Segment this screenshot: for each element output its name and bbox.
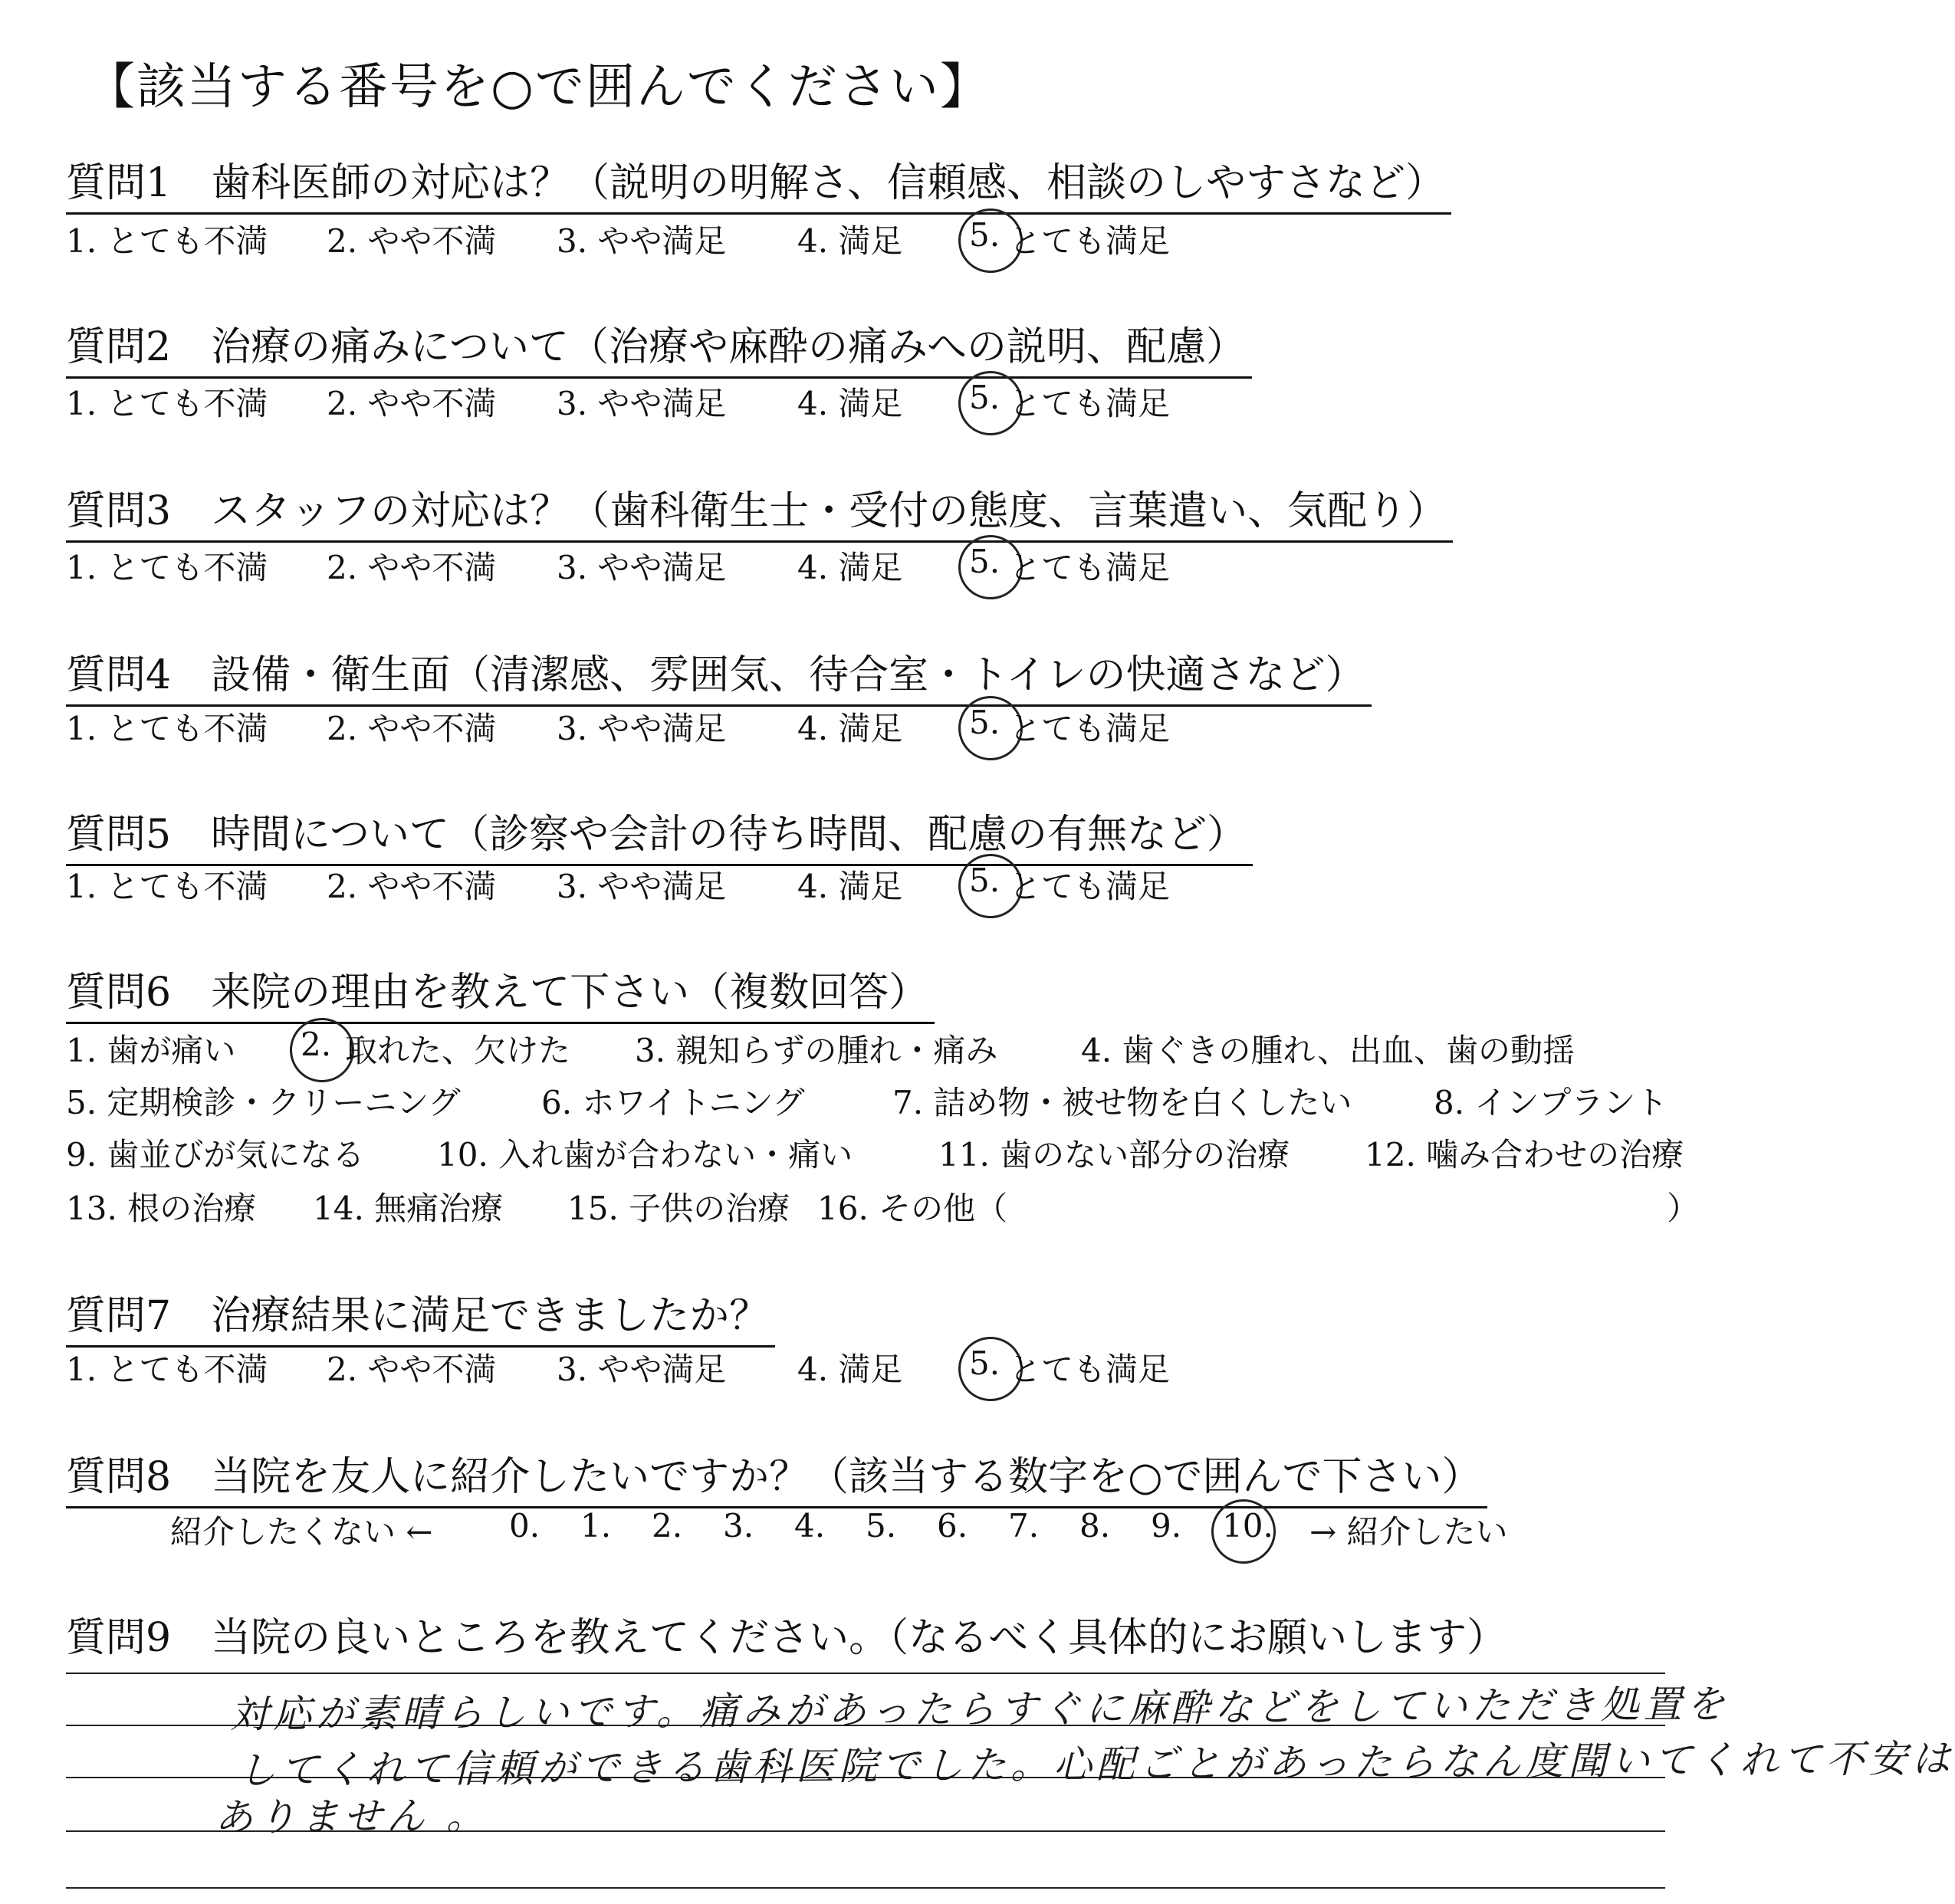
handwritten-answer-line-3: ありません 。 xyxy=(214,1793,490,1840)
handwritten-answer-line-1: 対応が素晴らしいです。痛みがあったらすぐに麻酔などをしていただき処置を xyxy=(229,1682,1730,1737)
reason-row4-item-4[interactable]: 16. その他（ xyxy=(817,1190,1008,1227)
question-4-option-6[interactable]: とても満足 xyxy=(1009,710,1171,747)
reason-row1-item-2[interactable]: 2. xyxy=(301,1026,332,1063)
question-3-option-2[interactable]: 2. やや不満 xyxy=(327,549,497,586)
question-4-option-2[interactable]: 2. やや不満 xyxy=(327,710,497,747)
question-1-option-5[interactable]: 5. xyxy=(969,216,1001,254)
question-2-option-4[interactable]: 4. 満足 xyxy=(797,385,903,422)
question-3-option-6[interactable]: とても満足 xyxy=(1009,549,1171,586)
question-4-option-5[interactable]: 5. xyxy=(969,704,1001,741)
recommend-score-6[interactable]: 6. xyxy=(937,1507,968,1545)
reason-row3-item-3[interactable]: 11. 歯のない部分の治療 xyxy=(938,1136,1290,1174)
reason-row3-item-2[interactable]: 10. 入れ歯が合わない・痛い xyxy=(437,1136,853,1174)
reason-row1-item-5[interactable]: 4. 歯ぐきの腫れ、出血、歯の動揺 xyxy=(1081,1032,1575,1069)
question-8-title: 質問8 当院を友人に紹介したいですか？（該当する数字を○で囲んで下さい） xyxy=(66,1444,1487,1508)
question-7-option-1[interactable]: 1. とても不満 xyxy=(66,1351,268,1388)
question-1-option-6[interactable]: とても満足 xyxy=(1009,222,1171,260)
question-7-option-6[interactable]: とても満足 xyxy=(1009,1351,1171,1388)
reason-row2-item-3[interactable]: 7. 詰め物・被せ物を白くしたい xyxy=(892,1084,1352,1121)
question-3-option-5[interactable]: 5. xyxy=(969,543,1001,580)
reason-row4-item-3[interactable]: 15. 子供の治療 xyxy=(567,1190,790,1227)
question-3-option-1[interactable]: 1. とても不満 xyxy=(66,549,268,586)
question-2-option-5[interactable]: 5. xyxy=(969,379,1001,416)
reason-row1-item-3[interactable]: 取れた、欠けた xyxy=(345,1032,571,1069)
question-1-title: 質問1 歯科医師の対応は？（説明の明解さ、信頼感、相談のしやすさなど） xyxy=(66,150,1451,215)
question-3-title: 質問3 スタッフの対応は？（歯科衛生士・受付の態度、言葉遣い、気配り） xyxy=(66,478,1453,543)
question-1-option-3[interactable]: 3. やや満足 xyxy=(557,222,727,260)
recommend-score-7[interactable]: 7. xyxy=(1008,1507,1040,1545)
question-6-title: 質問6 来院の理由を教えて下さい（複数回答） xyxy=(66,960,935,1024)
reason-row2-item-2[interactable]: 6. ホワイトニング xyxy=(541,1084,805,1121)
reason-row3-item-4[interactable]: 12. 噛み合わせの治療 xyxy=(1365,1136,1684,1174)
question-7-option-5[interactable]: 5. xyxy=(969,1344,1001,1382)
reason-row4-item-2[interactable]: 14. 無痛治療 xyxy=(313,1190,504,1227)
reason-row1-item-1[interactable]: 1. 歯が痛い xyxy=(66,1032,236,1069)
question-4-option-1[interactable]: 1. とても不満 xyxy=(66,710,268,747)
recommend-score-4[interactable]: 4. xyxy=(794,1507,826,1545)
question-4-option-4[interactable]: 4. 満足 xyxy=(797,710,903,747)
question-5-option-3[interactable]: 3. やや満足 xyxy=(557,868,727,905)
recommend-score-5[interactable]: 5. xyxy=(866,1507,897,1545)
recommend-score-1[interactable]: 1. xyxy=(580,1507,612,1545)
question-3-option-3[interactable]: 3. やや満足 xyxy=(557,549,727,586)
question-5-option-6[interactable]: とても満足 xyxy=(1009,868,1171,905)
question-2-option-2[interactable]: 2. やや不満 xyxy=(327,385,497,422)
question-5-option-2[interactable]: 2. やや不満 xyxy=(327,868,497,905)
question-2-title: 質問2 治療の痛みについて（治療や麻酔の痛みへの説明、配慮） xyxy=(66,314,1252,379)
question-7-title: 質問7 治療結果に満足できましたか？ xyxy=(66,1283,775,1348)
recommend-score-9[interactable]: 9. xyxy=(1151,1507,1182,1545)
recommend-score-2[interactable]: 2. xyxy=(652,1507,683,1545)
question-1-option-1[interactable]: 1. とても不満 xyxy=(66,222,268,260)
answer-line xyxy=(66,1887,1665,1889)
scale-right-label: → 紹介したい xyxy=(1309,1513,1508,1551)
recommend-score-10[interactable]: 10. xyxy=(1222,1507,1273,1545)
page-heading: 【該当する番号を○で囲んでください】 xyxy=(86,59,991,116)
question-2-option-3[interactable]: 3. やや満足 xyxy=(557,385,727,422)
question-4-title: 質問4 設備・衛生面（清潔感、雰囲気、待合室・トイレの快適さなど） xyxy=(66,642,1372,707)
question-5-option-5[interactable]: 5. xyxy=(969,862,1001,899)
question-7-option-3[interactable]: 3. やや満足 xyxy=(557,1351,727,1388)
reason-row4-item-5[interactable]: ） xyxy=(1667,1190,1700,1227)
reason-row2-item-4[interactable]: 8. インプラント xyxy=(1434,1084,1668,1121)
reason-row4-item-1[interactable]: 13. 根の治療 xyxy=(66,1190,257,1227)
recommend-score-8[interactable]: 8. xyxy=(1079,1507,1111,1545)
question-4-option-3[interactable]: 3. やや満足 xyxy=(557,710,727,747)
question-5-title: 質問5 時間について（診察や会計の待ち時間、配慮の有無など） xyxy=(66,802,1253,866)
question-1-option-4[interactable]: 4. 満足 xyxy=(797,222,903,260)
scale-left-label: 紹介したくない ← xyxy=(170,1513,433,1551)
reason-row3-item-1[interactable]: 9. 歯並びが気になる xyxy=(66,1136,365,1174)
reason-row2-item-1[interactable]: 5. 定期検診・クリーニング xyxy=(66,1084,461,1121)
question-5-option-1[interactable]: 1. とても不満 xyxy=(66,868,268,905)
reason-row1-item-4[interactable]: 3. 親知らずの腫れ・痛み xyxy=(635,1032,998,1069)
question-1-option-2[interactable]: 2. やや不満 xyxy=(327,222,497,260)
question-2-option-6[interactable]: とても満足 xyxy=(1009,385,1171,422)
question-7-option-2[interactable]: 2. やや不満 xyxy=(327,1351,497,1388)
question-2-option-1[interactable]: 1. とても不満 xyxy=(66,385,268,422)
recommend-score-3[interactable]: 3. xyxy=(723,1507,754,1545)
handwritten-answer-line-2: してくれて信頼ができる歯科医院でした。心配ごとがあったらなん度聞いてくれて不安は xyxy=(237,1736,1955,1793)
question-7-option-4[interactable]: 4. 満足 xyxy=(797,1351,903,1388)
question-5-option-4[interactable]: 4. 満足 xyxy=(797,868,903,905)
recommend-score-0[interactable]: 0. xyxy=(509,1507,540,1545)
answer-line xyxy=(66,1673,1665,1674)
question-9-title: 質問9 当院の良いところを教えてください。（なるべく具体的にお願いします） xyxy=(66,1615,1507,1661)
question-3-option-4[interactable]: 4. 満足 xyxy=(797,549,903,586)
